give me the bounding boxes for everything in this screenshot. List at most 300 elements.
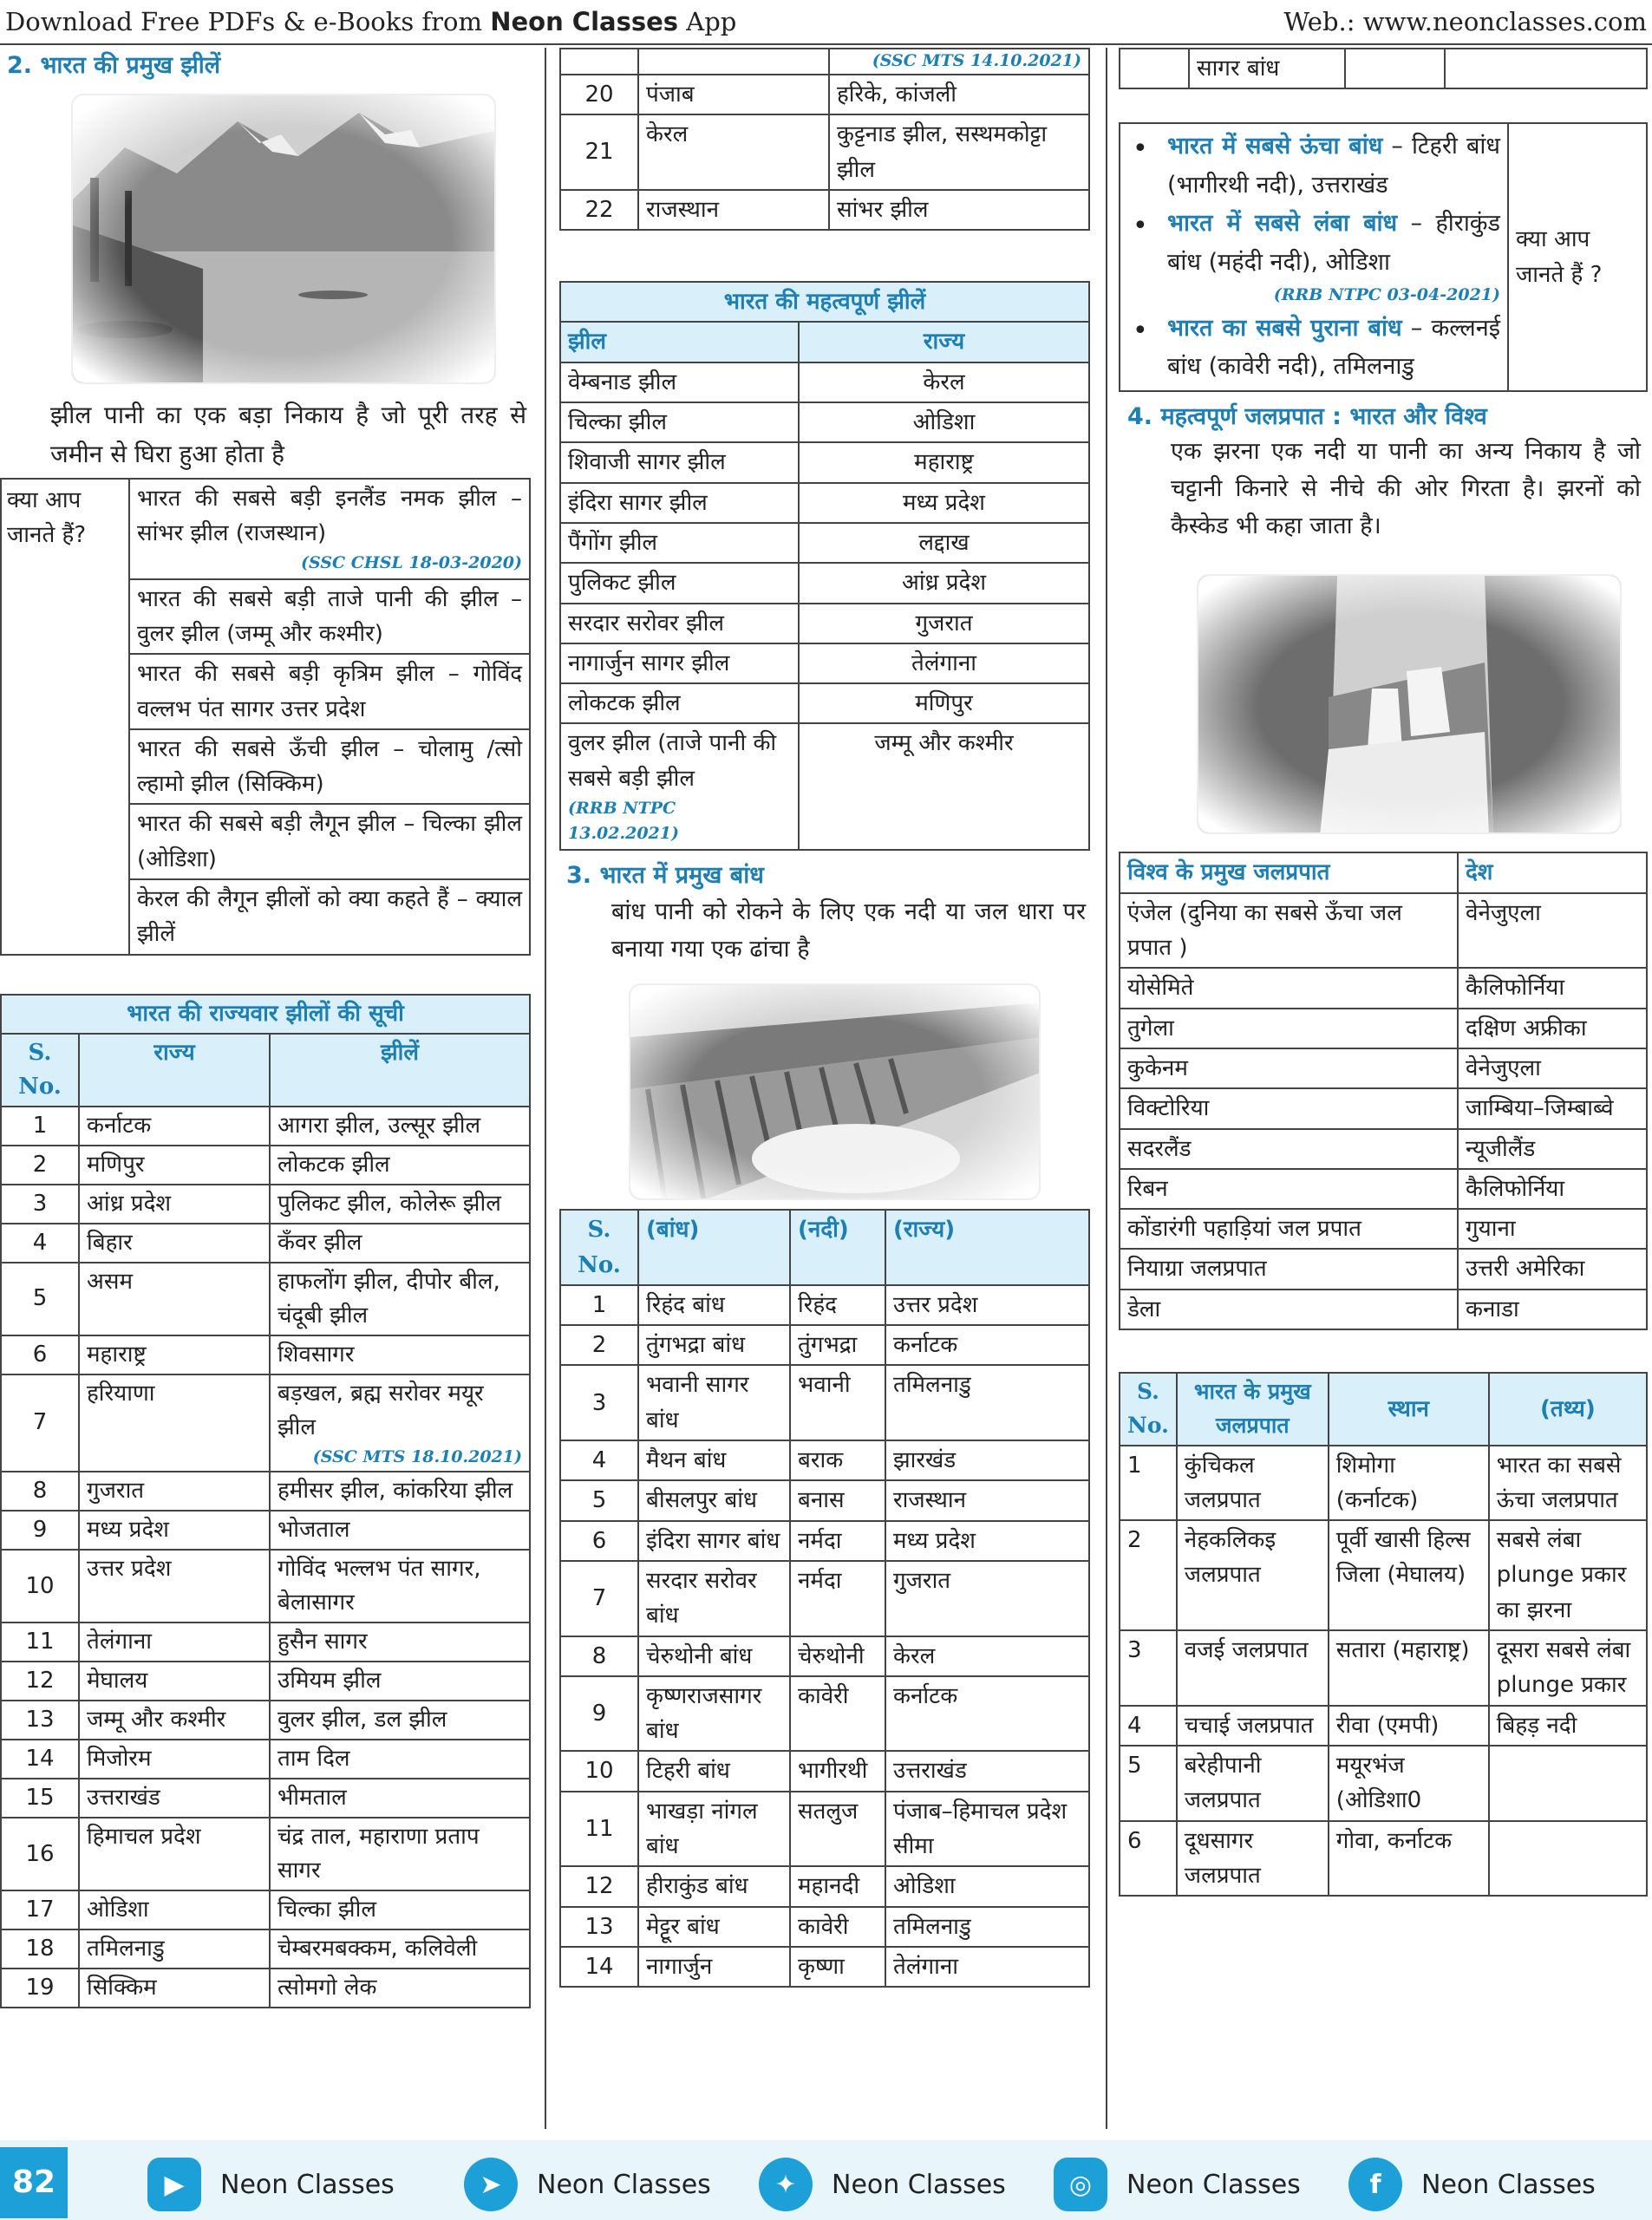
lakes-cell xyxy=(270,1701,530,1740)
location-cell: सतारा (महाराष्ट्र) xyxy=(1329,1630,1489,1706)
column-divider xyxy=(1106,48,1107,2129)
link-label: Neon Classes xyxy=(537,2169,711,2200)
statewise-lakes-table xyxy=(0,994,531,2009)
state-cell: उत्तर प्रदेश xyxy=(885,1285,1089,1325)
table-row xyxy=(1120,1009,1647,1048)
river-cell: कावेरी xyxy=(790,1676,885,1752)
lake-cell xyxy=(560,402,799,442)
lake-cell xyxy=(560,563,799,603)
youtube-icon: ▶ xyxy=(147,2158,201,2211)
fact-text: – हीराकुंड बांध (महंदी नदी), ओडिशा xyxy=(1167,210,1500,276)
dam-facts-list xyxy=(1120,123,1508,391)
state-cell: मेघालय xyxy=(79,1662,270,1701)
dyk-fact xyxy=(129,479,530,579)
sno-cell: 8 xyxy=(1,1472,79,1511)
sno-cell: 3 xyxy=(1,1185,79,1224)
fact-item xyxy=(1120,310,1500,387)
state-cell: केरल xyxy=(885,1636,1089,1676)
state-cell: मध्य प्रदेश xyxy=(799,483,1089,523)
table-row xyxy=(560,483,1089,523)
fact-cell: भारत का सबसे ऊंचा जलप्रपात xyxy=(1489,1446,1647,1521)
river-cell: नर्मदा xyxy=(790,1521,885,1561)
river-cell: चेरुथोनी xyxy=(790,1636,885,1676)
table-row xyxy=(560,643,1089,683)
lakes-text: वुलर झील, डल झील xyxy=(278,1707,447,1734)
lakes-text: ताम दिल xyxy=(278,1746,350,1773)
state-cell: उत्तराखंड xyxy=(79,1779,270,1818)
world-waterfalls-body xyxy=(1120,893,1647,1329)
table-row xyxy=(560,683,1089,723)
section-title-lakes: 2. भारत की प्रमुख झीलें xyxy=(7,52,221,79)
sno-cell: 5 xyxy=(560,1480,638,1520)
sno-cell: 9 xyxy=(1,1511,79,1550)
state-cell: महाराष्ट्र xyxy=(799,442,1089,482)
fact-text: – टिहरी बांध (भागीरथी नदी), उत्तराखंड xyxy=(1167,133,1500,199)
exam-source: (SSC CHSL 18-03-2020) xyxy=(300,553,522,573)
dam-cell: नागार्जुन xyxy=(638,1947,790,1987)
link-label: Neon Classes xyxy=(1421,2169,1596,2200)
country-cell: जाम्बिया–जिम्बाब्वे xyxy=(1458,1088,1647,1128)
sno-cell: 1 xyxy=(1,1107,79,1146)
state-cell: महाराष्ट्र xyxy=(79,1335,270,1374)
table-row xyxy=(1120,1249,1647,1289)
col-header-river: (नदी) xyxy=(790,1210,885,1285)
col-header-state: राज्य xyxy=(799,322,1089,362)
lakes-cell xyxy=(270,1779,530,1818)
col-header-sno: S. No. xyxy=(1,1034,79,1107)
state-cell: ओडिशा xyxy=(79,1890,270,1929)
table-row xyxy=(1120,1088,1647,1128)
lakes-cell: हरिके, कांजली xyxy=(829,75,1089,114)
table-row xyxy=(1,1146,530,1185)
lakes-cell xyxy=(270,1511,530,1550)
dam-cell: टिहरी बांध xyxy=(638,1751,790,1791)
country-cell: कनाडा xyxy=(1458,1290,1647,1329)
table-cell: सागर बांध xyxy=(1189,49,1345,88)
lake-name: इंदिरा सागर झील xyxy=(568,489,708,516)
link-label: Neon Classes xyxy=(1126,2169,1301,2200)
col-header-state: राज्य xyxy=(79,1034,270,1107)
state-cell: आंध्र प्रदेश xyxy=(79,1185,270,1224)
table-row xyxy=(560,1792,1089,1867)
lake-name: वुलर झील (ताजे पानी की सबसे बड़ी झील xyxy=(568,730,777,792)
lake-name: पैंगोंग झील xyxy=(568,529,658,556)
table-row xyxy=(560,190,1089,230)
sno-cell: 6 xyxy=(1,1335,79,1374)
lake-cell xyxy=(560,523,799,563)
state-cell: तेलंगाना xyxy=(799,643,1089,683)
table-row xyxy=(1120,1048,1647,1088)
header-website[interactable]: Web.: www.neonclasses.com xyxy=(1283,7,1647,36)
section-title-waterfalls: 4. महत्वपूर्ण जलप्रपात : भारत और विश्व xyxy=(1127,402,1487,430)
dyk-label: क्या आप जानते हैं? xyxy=(1,479,129,955)
fact-cell xyxy=(1489,1746,1647,1821)
dam-cell: रिहंद बांध xyxy=(638,1285,790,1325)
state-cell: आंध्र प्रदेश xyxy=(799,563,1089,603)
state-cell: सिक्किम xyxy=(79,1969,270,2008)
sno-cell: 14 xyxy=(560,1947,638,1987)
table-row xyxy=(560,1751,1089,1791)
sno-cell: 7 xyxy=(560,1561,638,1636)
facebook-link[interactable] xyxy=(1348,2158,1596,2211)
waterfall-cell: चचाई जलप्रपात xyxy=(1177,1706,1329,1746)
sno-cell: 21 xyxy=(560,114,638,190)
dyk-fact: भारत की सबसे बड़ी ताजे पानी की झील – वुलर झील (जम्मू और कश्मीर) xyxy=(129,579,530,655)
fact-item xyxy=(1120,127,1500,205)
location-cell: शिमोगा (कर्नाटक) xyxy=(1329,1446,1489,1521)
lakes-text: गोविंद भल्लभ पंत सागर, बेलासागर xyxy=(278,1556,481,1616)
lakes-text: चेम्बरमबक्कम, कलिवेली xyxy=(278,1936,478,1962)
table-row xyxy=(1,1550,530,1623)
table-row xyxy=(1,1890,530,1929)
dam-cell: मेट्टूर बांध xyxy=(638,1907,790,1947)
river-cell: रिहंद xyxy=(790,1285,885,1325)
dam-facts xyxy=(1120,127,1500,387)
state-cell: तमिलनाडु xyxy=(885,1907,1089,1947)
table-row xyxy=(560,1285,1089,1325)
sno-cell: 4 xyxy=(560,1440,638,1480)
state-cell: बिहार xyxy=(79,1224,270,1263)
country-cell: दक्षिण अफ्रीका xyxy=(1458,1009,1647,1048)
link-label: Neon Classes xyxy=(832,2169,1006,2200)
header-prefix: Download Free PDFs & e-Books from xyxy=(5,7,491,36)
lakes-text: हाफलोंग झील, दीपोर बील, चंदूबी झील xyxy=(278,1268,500,1329)
state-cell: केरल xyxy=(638,114,829,190)
table-row xyxy=(1120,1129,1647,1169)
waterfall-cell: विक्टोरिया xyxy=(1120,1088,1458,1128)
state-cell: पंजाब xyxy=(638,75,829,114)
dams-table xyxy=(559,1209,1090,1988)
lake-cell xyxy=(560,683,799,723)
state-cell: ओडिशा xyxy=(799,402,1089,442)
twitter-link[interactable] xyxy=(759,2158,1006,2211)
section-title-dams: 3. भारत में प्रमुख बांध xyxy=(566,861,764,889)
col-header-lakes: झीलें xyxy=(270,1034,530,1107)
table-row xyxy=(1120,893,1647,969)
state-cell: उत्तर प्रदेश xyxy=(79,1550,270,1623)
table-row xyxy=(1,1374,530,1472)
exam-source: (SSC MTS 14.10.2021) xyxy=(829,49,1089,75)
dam-photo xyxy=(629,983,1041,1200)
table-row xyxy=(560,523,1089,563)
lake-cell xyxy=(560,723,799,849)
dam-facts-box xyxy=(1119,122,1648,392)
table-row xyxy=(1120,1520,1647,1630)
fact-item xyxy=(1120,205,1500,309)
lake-illustration xyxy=(73,95,496,384)
dam-cell: मैथन बांध xyxy=(638,1440,790,1480)
river-cell: नर्मदा xyxy=(790,1561,885,1636)
table-row xyxy=(560,1636,1089,1676)
sno-cell: 5 xyxy=(1120,1746,1177,1821)
river-cell: बराक xyxy=(790,1440,885,1480)
twitter-icon: ✦ xyxy=(759,2158,813,2211)
link-label: Neon Classes xyxy=(220,2169,395,2200)
lakes-cell xyxy=(270,1374,530,1472)
sno-cell: 6 xyxy=(1120,1821,1177,1897)
lakes-cell: कुट्टनाड झील, सस्थमकोट्टा झील xyxy=(829,114,1089,190)
lake-photo xyxy=(71,94,496,384)
state-cell: मध्य प्रदेश xyxy=(885,1521,1089,1561)
dam-illustration xyxy=(630,985,1041,1200)
col-header-country: देश xyxy=(1458,852,1647,892)
lake-name: वेम्बनाड झील xyxy=(568,369,677,395)
lakes-text: त्सोमगो लेक xyxy=(278,1975,377,2001)
lake-name: पुलिकट झील xyxy=(568,570,676,597)
col-header-dam: (बांध) xyxy=(638,1210,790,1285)
river-cell: भागीरथी xyxy=(790,1751,885,1791)
sno-cell: 20 xyxy=(560,75,638,114)
state-cell: कर्नाटक xyxy=(885,1676,1089,1752)
dam-intro: बांध पानी को रोकने के लिए एक नदी या जल धारा पर बनाया गया एक ढांचा है xyxy=(611,898,1086,963)
sno-cell: 14 xyxy=(1,1740,79,1779)
lakes-cell xyxy=(270,1185,530,1224)
dams-continued-table xyxy=(1119,48,1648,89)
waterfall-photo xyxy=(1197,574,1622,834)
country-cell: उत्तरी अमेरिका xyxy=(1458,1249,1647,1289)
state-cell: राजस्थान xyxy=(885,1480,1089,1520)
waterfall-cell: डेला xyxy=(1120,1290,1458,1329)
statewise-continued-body xyxy=(560,75,1089,230)
waterfall-illustration xyxy=(1198,576,1622,834)
waterfall-cell: नियाग्रा जलप्रपात xyxy=(1120,1249,1458,1289)
waterfall-cell: कुकेनम xyxy=(1120,1048,1458,1088)
table-row xyxy=(1,1701,530,1740)
lake-name: सरदार सरोवर झील xyxy=(568,610,724,637)
statewise-body xyxy=(1,1107,530,2008)
lakes-text: शिवसागर xyxy=(278,1341,355,1368)
fact-label: भारत का सबसे पुराना बांध xyxy=(1167,314,1402,342)
state-cell: जम्मू और कश्मीर xyxy=(799,723,1089,849)
lake-intro: झील पानी का एक बड़ा निकाय है जो पूरी तरह से जमीन से घिरा हुआ होता है xyxy=(50,401,526,468)
sno-cell: 2 xyxy=(1120,1520,1177,1630)
dyk-fact: भारत की सबसे बड़ी लैगून झील – चिल्का झील (ओडिशा) xyxy=(129,804,530,879)
table-row xyxy=(1,1779,530,1818)
country-cell: कैलिफोर्निया xyxy=(1458,968,1647,1008)
table-row xyxy=(1,1511,530,1550)
statewise-title: भारत की राज्यवार झीलों की सूची xyxy=(1,995,530,1034)
sno-cell: 18 xyxy=(1,1929,79,1969)
table-row xyxy=(1120,1630,1647,1706)
table-row xyxy=(560,1947,1089,1987)
state-cell: असम xyxy=(79,1263,270,1335)
country-cell: न्यूजीलैंड xyxy=(1458,1129,1647,1169)
lakes-text: लोकटक झील xyxy=(278,1151,390,1178)
lakes-text: बड़खल, ब्रह्म सरोवर मयूर झील xyxy=(278,1380,484,1440)
state-cell: तेलंगाना xyxy=(885,1947,1089,1987)
table-row xyxy=(560,1325,1089,1365)
lakes-cell xyxy=(270,1662,530,1701)
table-row xyxy=(1120,1821,1647,1897)
waterfall-cell: कुंचिकल जलप्रपात xyxy=(1177,1446,1329,1521)
col-header-sno: S. No. xyxy=(560,1210,638,1285)
lake-cell xyxy=(560,604,799,643)
lakes-text: भीमताल xyxy=(278,1785,347,1812)
sno-cell: 17 xyxy=(1,1890,79,1929)
sno-cell: 12 xyxy=(560,1866,638,1906)
table-row xyxy=(560,1521,1089,1561)
table-row xyxy=(560,114,1089,190)
state-cell: केरल xyxy=(799,362,1089,402)
page-header xyxy=(0,0,1652,45)
column-divider xyxy=(545,48,546,2129)
lake-cell xyxy=(560,483,799,523)
lake-cell xyxy=(560,643,799,683)
state-cell: कर्नाटक xyxy=(79,1107,270,1146)
sno-cell: 6 xyxy=(560,1521,638,1561)
lakes-text: उमियम झील xyxy=(278,1668,382,1694)
lakes-text: हुसैन सागर xyxy=(278,1629,368,1655)
state-cell: गुजरात xyxy=(799,604,1089,643)
fact-cell xyxy=(1489,1821,1647,1897)
table-row xyxy=(1120,1169,1647,1209)
table-row xyxy=(560,402,1089,442)
state-cell: कर्नाटक xyxy=(885,1325,1089,1365)
lakes-text: पुलिकट झील, कोलेरू झील xyxy=(278,1190,501,1217)
table-row xyxy=(1,1929,530,1969)
sno-cell: 3 xyxy=(560,1365,638,1440)
lakes-cell: सांभर झील xyxy=(829,190,1089,230)
col-header-fact: (तथ्य) xyxy=(1489,1373,1647,1446)
col-header-location: स्थान xyxy=(1329,1373,1489,1446)
table-row xyxy=(1,1623,530,1662)
table-row xyxy=(560,1907,1089,1947)
statewise-continued-table xyxy=(559,48,1090,231)
fact-label: भारत में सबसे ऊंचा बांध xyxy=(1167,133,1383,160)
fact-cell: सबसे लंबा plunge प्रकार का झरना xyxy=(1489,1520,1647,1630)
dam-cell: भाखड़ा नांगल बांध xyxy=(638,1792,790,1867)
table-row xyxy=(560,604,1089,643)
col-header-state: (राज्य) xyxy=(885,1210,1089,1285)
table-row xyxy=(1,1969,530,2008)
instagram-link[interactable] xyxy=(1054,2158,1301,2211)
location-cell: गोवा, कर्नाटक xyxy=(1329,1821,1489,1897)
dam-cell: तुंगभद्रा बांध xyxy=(638,1325,790,1365)
waterfall-cell: दूधसागर जलप्रपात xyxy=(1177,1821,1329,1897)
river-cell: सतलुज xyxy=(790,1792,885,1867)
state-cell: हरियाणा xyxy=(79,1374,270,1472)
lakes-cell xyxy=(270,1224,530,1263)
lakes-cell xyxy=(270,1623,530,1662)
lakes-cell xyxy=(270,1263,530,1335)
sno-cell: 13 xyxy=(1,1701,79,1740)
waterfall-cell: तुगेला xyxy=(1120,1009,1458,1048)
table-row xyxy=(560,75,1089,114)
state-cell: हिमाचल प्रदेश xyxy=(79,1818,270,1890)
dam-cell: सरदार सरोवर बांध xyxy=(638,1561,790,1636)
table-row xyxy=(1120,1290,1647,1329)
waterfall-cell: बरेहीपानी जलप्रपात xyxy=(1177,1746,1329,1821)
table-row xyxy=(560,723,1089,849)
dyk-fact: केरल की लैगून झीलों को क्या कहते हैं – क्याल झीलें xyxy=(129,879,530,955)
header-brand: Neon Classes xyxy=(490,7,679,36)
youtube-link[interactable] xyxy=(147,2158,395,2211)
col-header-world-waterfall: विश्व के प्रमुख जलप्रपात xyxy=(1120,852,1458,892)
telegram-link[interactable] xyxy=(464,2158,711,2211)
lakes-cell xyxy=(270,1107,530,1146)
location-cell: पूर्वी खासी हिल्स जिला (मेघालय) xyxy=(1329,1520,1489,1630)
dams-body xyxy=(560,1285,1089,1987)
state-cell: मिजोरम xyxy=(79,1740,270,1779)
state-cell: जम्मू और कश्मीर xyxy=(79,1701,270,1740)
table-row xyxy=(1,1472,530,1511)
dyk-label: क्या आप जानते हैं ? xyxy=(1508,123,1647,391)
sno-cell: 11 xyxy=(560,1792,638,1867)
dyk-fact-text: भारत की सबसे बड़ी इनलैंड नमक झील – सांभर झील (राजस्थान) xyxy=(137,485,522,546)
location-cell: रीवा (एमपी) xyxy=(1329,1706,1489,1746)
dam-cell: चेरुथोनी बांध xyxy=(638,1636,790,1676)
dam-cell: भवानी सागर बांध xyxy=(638,1365,790,1440)
sno-cell: 4 xyxy=(1120,1706,1177,1746)
state-cell: तमिलनाडु xyxy=(885,1365,1089,1440)
exam-source: (SSC MTS 18.10.2021) xyxy=(312,1446,522,1466)
sno-cell: 2 xyxy=(560,1325,638,1365)
sno-cell: 8 xyxy=(560,1636,638,1676)
waterfall-cell: नेहकलिकइ जलप्रपात xyxy=(1177,1520,1329,1630)
sno-cell: 1 xyxy=(560,1285,638,1325)
waterfall-cell: एंजेल (दुनिया का सबसे ऊँचा जल प्रपात ) xyxy=(1120,893,1458,969)
state-cell: पंजाब–हिमाचल प्रदेश सीमा xyxy=(885,1792,1089,1867)
lake-name: नागार्जुन सागर झील xyxy=(568,650,730,676)
table-row xyxy=(560,1676,1089,1752)
lakes-cell xyxy=(270,1818,530,1890)
important-lakes-table xyxy=(559,281,1090,851)
lakes-text: चंद्र ताल, महाराणा प्रताप सागर xyxy=(278,1824,480,1884)
country-cell: गुयाना xyxy=(1458,1209,1647,1249)
table-row xyxy=(560,1365,1089,1440)
lakes-text: भोजताल xyxy=(278,1517,350,1544)
sno-cell: 7 xyxy=(1,1374,79,1472)
table-row xyxy=(560,1440,1089,1480)
col-header-sno: S. No. xyxy=(1120,1373,1177,1446)
sno-cell: 12 xyxy=(1,1662,79,1701)
fact-label: भारत में सबसे लंबा बांध xyxy=(1167,210,1398,238)
waterfall-cell: कोंडारंगी पहाड़ियां जल प्रपात xyxy=(1120,1209,1458,1249)
important-lakes-title: भारत की महत्वपूर्ण झीलें xyxy=(560,282,1089,322)
sno-cell: 5 xyxy=(1,1263,79,1335)
lakes-text: आगरा झील, उल्सूर झील xyxy=(278,1112,481,1139)
lake-name: लोकटक झील xyxy=(568,690,681,717)
table-row xyxy=(1120,968,1647,1008)
state-cell: ओडिशा xyxy=(885,1866,1089,1906)
lakes-text: चिल्का झील xyxy=(278,1897,376,1923)
dam-cell: कृष्णराजसागर बांध xyxy=(638,1676,790,1752)
table-row xyxy=(1,1185,530,1224)
exam-source: (RRB NTPC 03-04-2021) xyxy=(1273,285,1500,305)
table-row xyxy=(560,362,1089,402)
dam-cell: हीराकुंड बांध xyxy=(638,1866,790,1906)
table-row xyxy=(1,1263,530,1335)
lake-cell xyxy=(560,362,799,402)
dam-cell: बीसलपुर बांध xyxy=(638,1480,790,1520)
important-lakes-body xyxy=(560,362,1089,850)
table-row xyxy=(560,1480,1089,1520)
dam-cell: इंदिरा सागर बांध xyxy=(638,1521,790,1561)
state-cell: झारखंड xyxy=(885,1440,1089,1480)
table-row xyxy=(1,1224,530,1263)
waterfall-cell: वजई जलप्रपात xyxy=(1177,1630,1329,1706)
river-cell: कृष्णा xyxy=(790,1947,885,1987)
table-row xyxy=(1,1335,530,1374)
table-row xyxy=(1,1662,530,1701)
state-cell: लद्दाख xyxy=(799,523,1089,563)
state-cell: तेलंगाना xyxy=(79,1623,270,1662)
lakes-text: हमीसर झील, कांकरिया झील xyxy=(278,1478,513,1505)
river-cell: भवानी xyxy=(790,1365,885,1440)
sno-cell: 16 xyxy=(1,1818,79,1890)
river-cell: कावेरी xyxy=(790,1907,885,1947)
table-row xyxy=(1120,1446,1647,1521)
